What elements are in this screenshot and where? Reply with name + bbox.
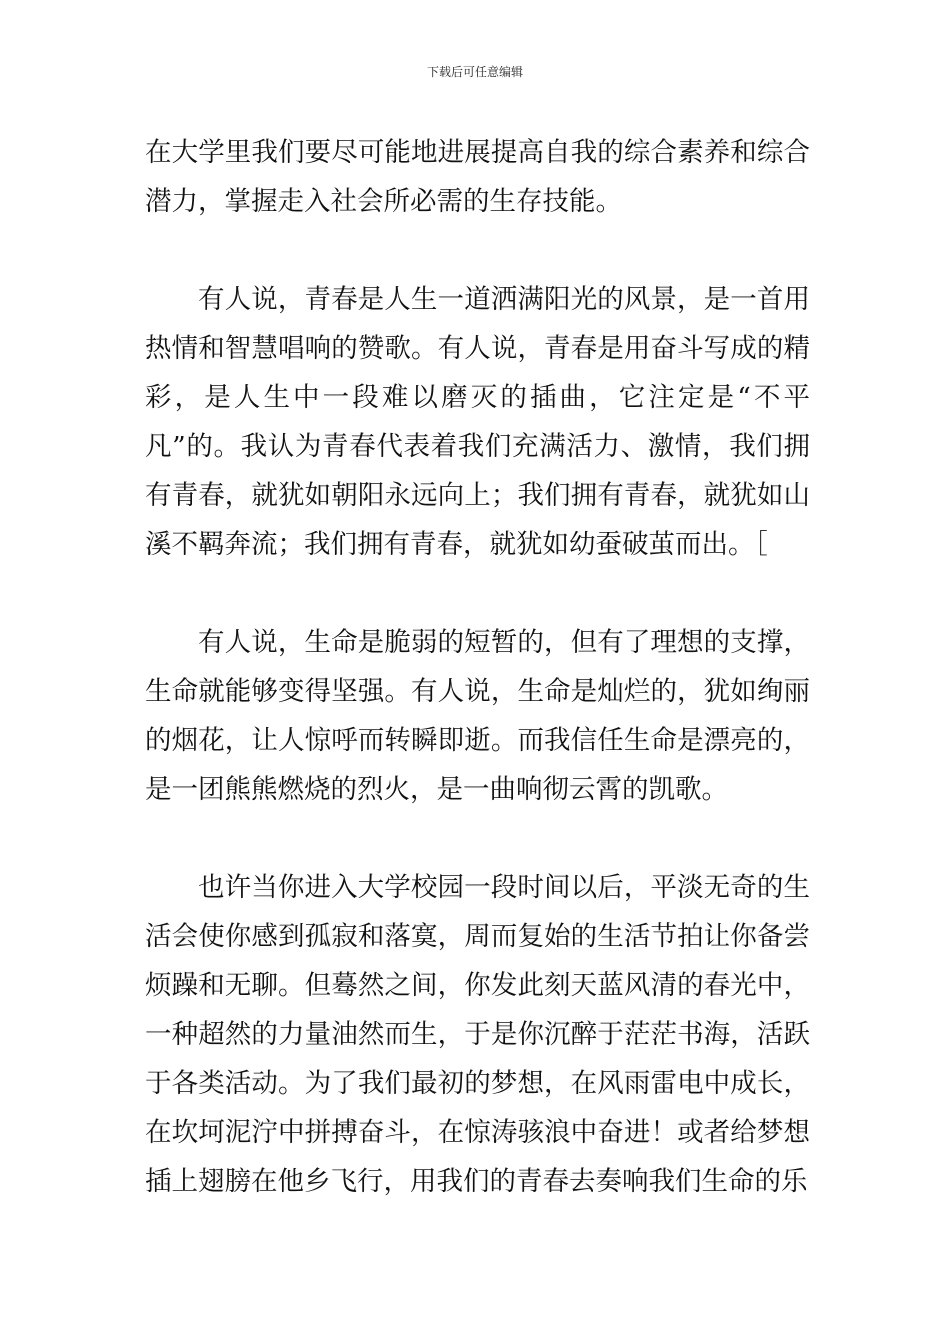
page-header-note: 下载后可任意编辑 (426, 65, 523, 79)
paragraph-2: 有人说，青春是人生一道洒满阳光的风景，是一首用热情和智慧唱响的赞歌。有人说，青春是用奋斗写成的精彩，是人生中一段难以磨灭的插曲，它注定是“不平凡”的。我认为青春代表着我们充满活力、激情，我们拥有青春，就犹如朝阳永远向上；我们拥有青春，就犹如山溪不羁奔流；我们拥有青春，就犹如幼蚕破茧而出。［ (145, 284, 810, 560)
paragraph-4: 也许当你进入大学校园一段时间以后，平淡无奇的生活会使你感到孤寂和落寞，周而复始的生活节拍让你备尝烦躁和无聊。但蓦然之间，你发此刻天蓝风清的春光中，一种超然的力量油然而生，于是你沉醉于茫茫书海，活跃于各类活动。为了我们最初的梦想，在风雨雷电中成长，在坎坷泥泞中拼搏奋斗，在惊涛骇浪中奋进！或者给梦想插上翅膀在他乡飞行，用我们的青春去奏响我们生命的乐 (145, 872, 810, 1197)
paragraph-gap (145, 814, 810, 863)
paragraph-3: 有人说，生命是脆弱的短暂的，但有了理想的支撑，生命就能够变得坚强。有人说，生命是灿烂的，犹如绚丽的烟花，让人惊呼而转瞬即逝。而我信任生命是漂亮的，是一团熊熊燃烧的烈火，是一曲响彻云霄的凯歌。 (145, 627, 810, 805)
paragraph-gap (145, 569, 810, 618)
paragraph-gap (145, 226, 810, 275)
paragraph-1: 在大学里我们要尽可能地进展提高自我的综合素养和综合潜力，掌握走入社会所必需的生存技能。 (145, 137, 810, 217)
document-body (145, 128, 810, 1206)
